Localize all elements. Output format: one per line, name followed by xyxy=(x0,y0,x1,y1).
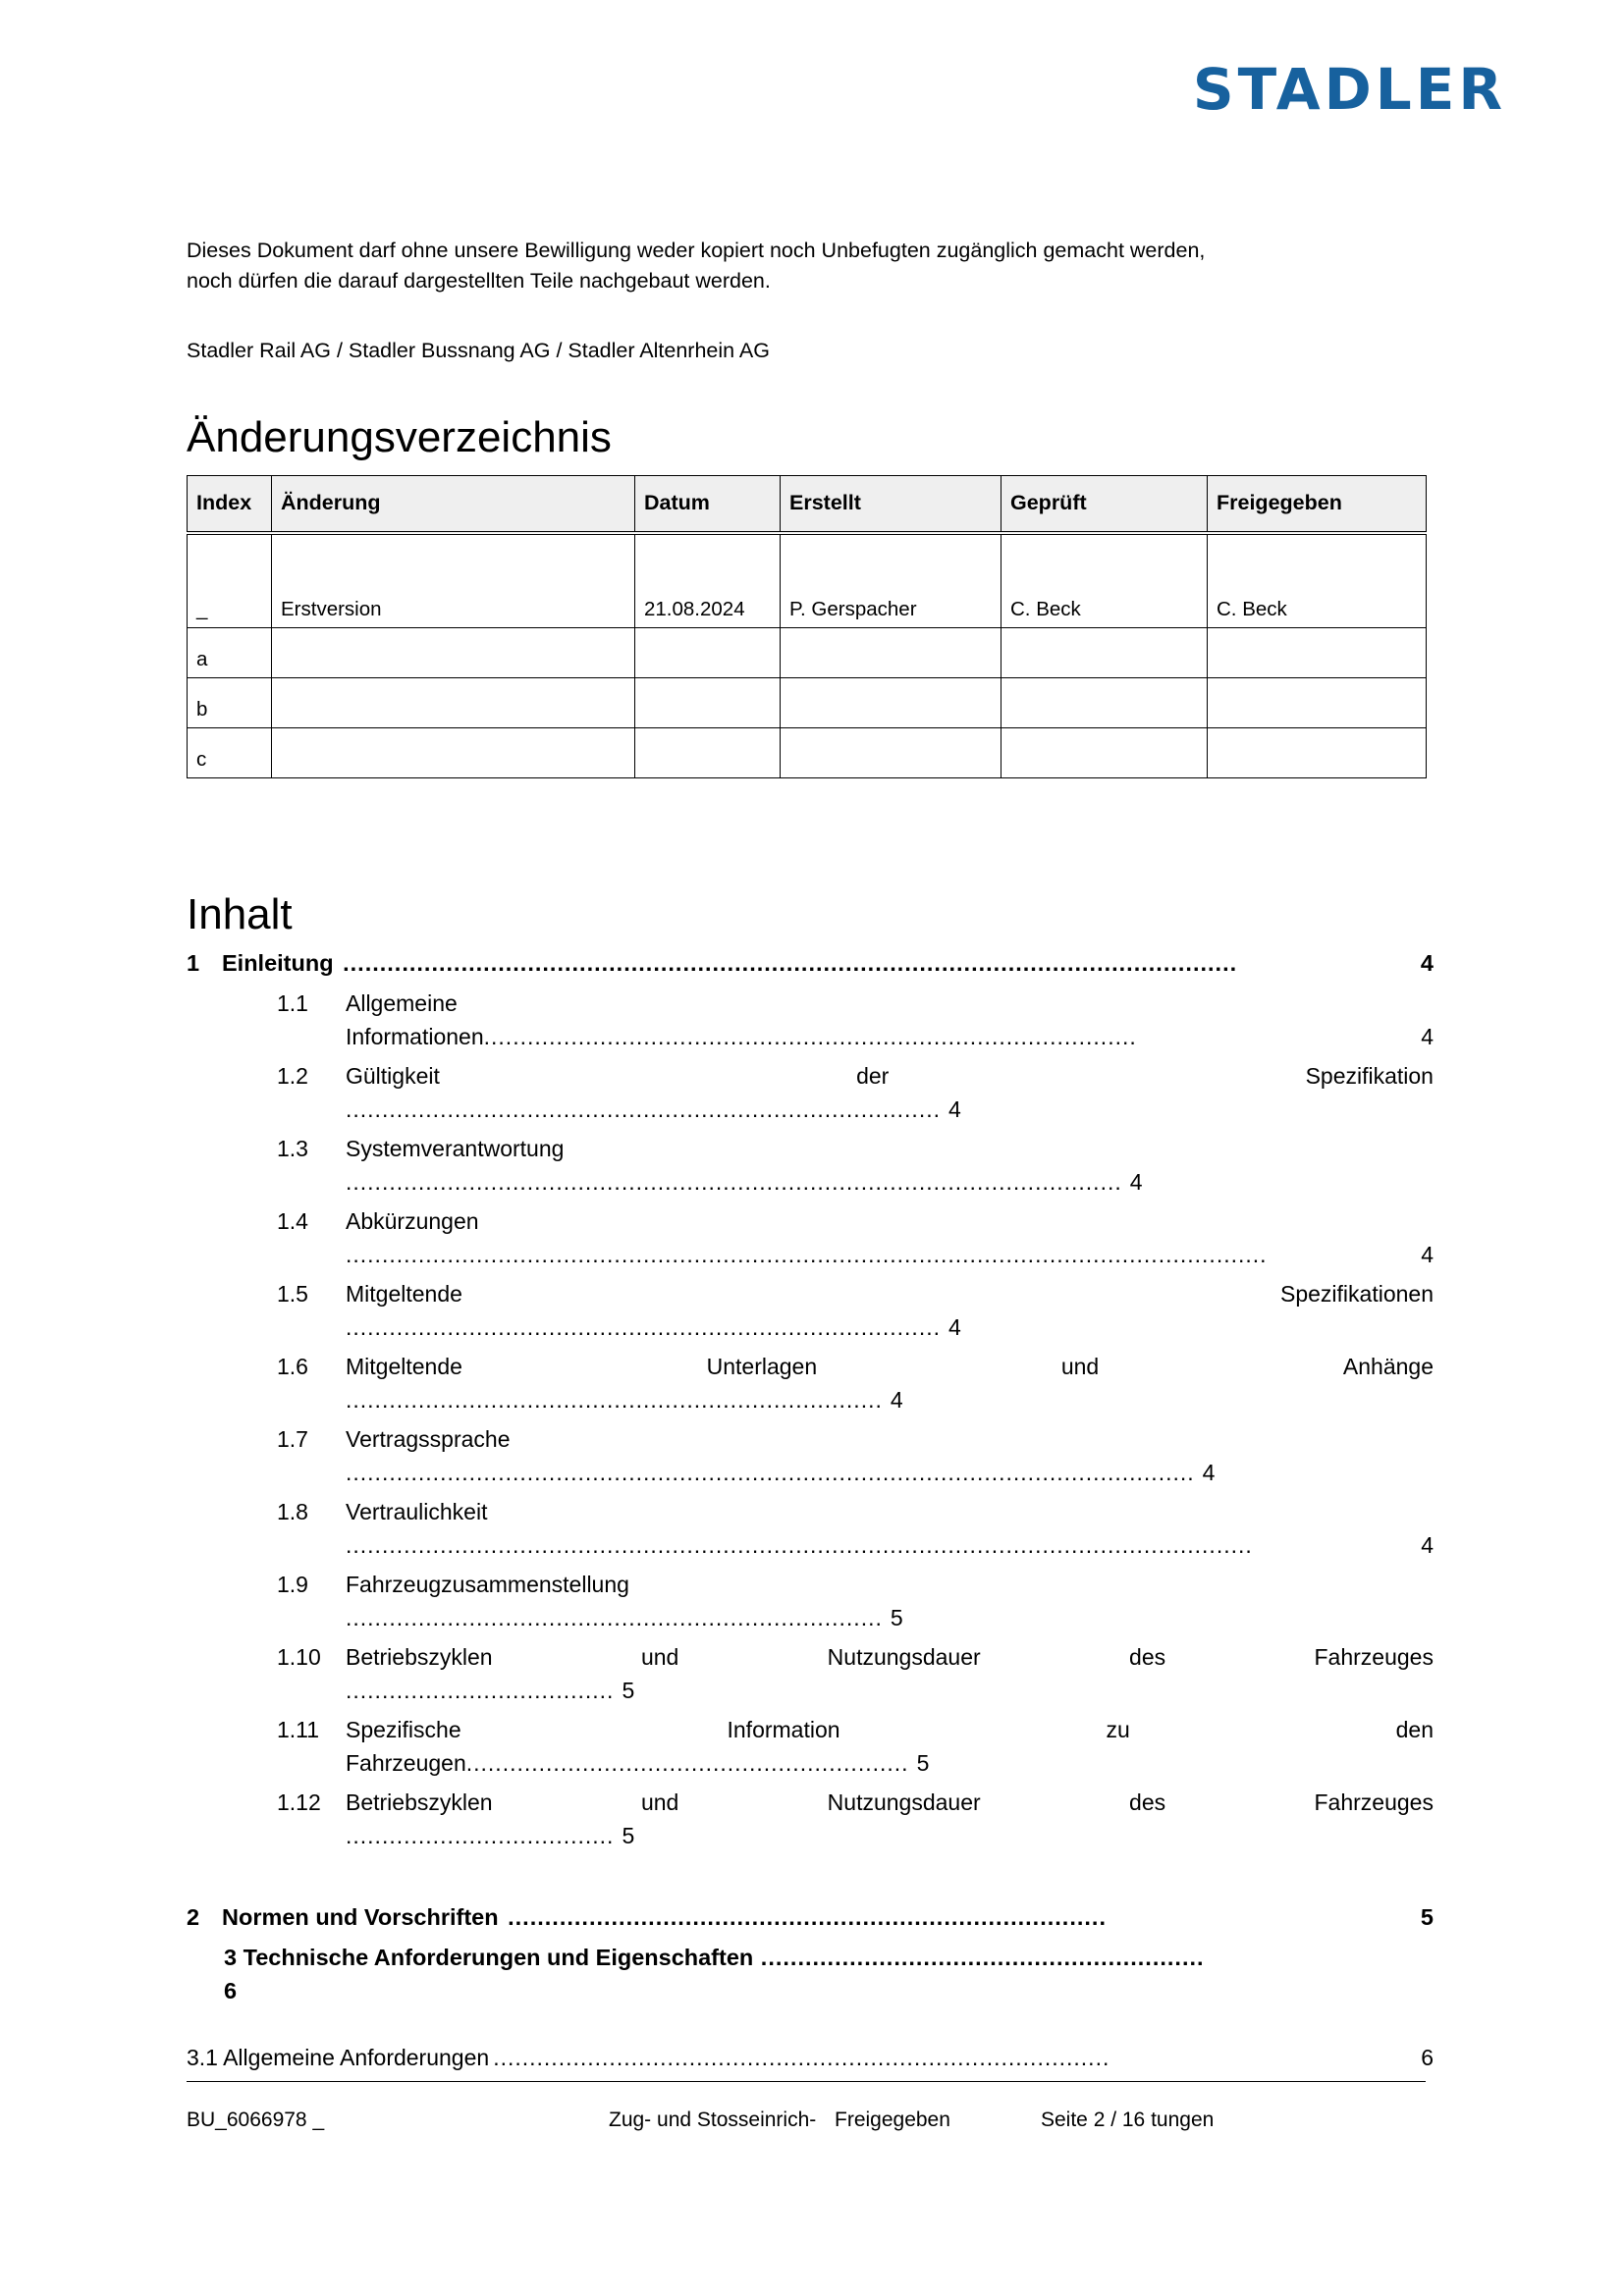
cell-checked xyxy=(1001,727,1208,777)
toc-dot-leader: .................................................................................. xyxy=(346,1096,941,1123)
toc-entry-1-11[interactable] xyxy=(187,1713,1434,1781)
toc-page-number: 5 xyxy=(622,1823,635,1849)
toc-entry-label: Fahrzeugzusammenstellung xyxy=(346,1571,629,1597)
toc-page-number: 4 xyxy=(1421,1532,1434,1559)
column-header-checked: Geprüft xyxy=(1001,475,1208,533)
toc-entry-label: Mitgeltende xyxy=(346,1280,462,1307)
cell-released xyxy=(1208,677,1427,727)
toc-entry-number: 1.1 xyxy=(277,989,308,1016)
toc-entry-1-2[interactable] xyxy=(187,1059,1434,1127)
cell-index: c xyxy=(188,727,272,777)
toc-entry-1-8[interactable] xyxy=(187,1495,1434,1563)
toc-entry-number: 1.12 xyxy=(277,1789,321,1815)
table-header-row xyxy=(188,475,1427,533)
copyright-notice-line2: noch dürfen die darauf dargestellten Teile nachgebaut werden. xyxy=(187,269,771,294)
toc-page-number: 4 xyxy=(948,1096,961,1123)
cell-index: a xyxy=(188,627,272,677)
cell-index: b xyxy=(188,677,272,727)
cell-index: _ xyxy=(188,533,272,628)
toc-entry-label: Gültigkeit xyxy=(346,1062,440,1089)
toc-entry-number: 2 xyxy=(187,1903,200,1930)
footer-document-title: Zug- und Stosseinrich- xyxy=(609,2109,817,2131)
toc-entry-number: 1.5 xyxy=(277,1280,308,1307)
cell-released: C. Beck xyxy=(1208,533,1427,628)
toc-entry-label: Spezifische xyxy=(346,1716,461,1742)
cell-date: 21.08.2024 xyxy=(635,533,781,628)
toc-page-number: 5 xyxy=(1420,1903,1434,1930)
toc-entry-number: 1.3 xyxy=(277,1135,308,1161)
toc-entry-number: 1.6 xyxy=(277,1353,308,1379)
table-of-contents xyxy=(187,946,1434,2074)
toc-entry-number: 1.11 xyxy=(277,1716,320,1742)
toc-entry-3[interactable] xyxy=(224,1941,1434,2007)
toc-entry-label-cont: Informationen xyxy=(346,1024,484,1050)
toc-entry-label-part4: den xyxy=(1395,1716,1434,1742)
toc-entry-label-part4: des xyxy=(1129,1789,1166,1815)
cell-released xyxy=(1208,727,1427,777)
toc-entry-1-12[interactable] xyxy=(187,1786,1434,1853)
toc-entry-label-part2: der xyxy=(856,1062,890,1089)
toc-dot-leader: .......................................................................... xyxy=(346,1387,883,1414)
toc-entry-label-part4: Anhänge xyxy=(1342,1353,1434,1379)
cell-created: P. Gerspacher xyxy=(781,533,1001,628)
column-header-created: Erstellt xyxy=(781,475,1001,533)
toc-dot-leader: .......................................................................................... xyxy=(483,1024,1137,1050)
toc-entry-label: Vertragssprache xyxy=(346,1425,511,1452)
toc-entry-label: 3 Technische Anforderungen und Eigenschaften xyxy=(224,1944,754,1970)
toc-entry-label: Normen und Vorschriften xyxy=(222,1903,499,1930)
toc-entry-label: Abkürzungen xyxy=(346,1207,479,1234)
stadler-logo xyxy=(1192,56,1506,123)
toc-dot-leader: ............................................................ xyxy=(753,1944,1205,1970)
toc-dot-leader: ................................................................................. xyxy=(500,1903,1107,1930)
toc-entry-label-part2: und xyxy=(640,1643,679,1670)
toc-dot-leader: ............................................................................................................................. xyxy=(346,1532,1253,1559)
toc-entry-label-part5: Fahrzeuges xyxy=(1314,1643,1434,1670)
toc-entry-number: 1.2 xyxy=(277,1062,308,1089)
toc-entry-1-10[interactable] xyxy=(187,1640,1434,1708)
toc-dot-leader: ........................................................................................................... xyxy=(346,1169,1122,1196)
toc-entry-label-part2: und xyxy=(640,1789,679,1815)
cell-change xyxy=(272,677,635,727)
cell-date xyxy=(635,627,781,677)
toc-entry-1-4[interactable] xyxy=(187,1204,1434,1272)
toc-entry-1-7[interactable] xyxy=(187,1422,1434,1490)
change-history-title: Änderungsverzeichnis xyxy=(187,412,612,461)
toc-entry-label: Vertraulichkeit xyxy=(346,1498,488,1524)
column-header-released: Freigegeben xyxy=(1208,475,1427,533)
copyright-notice xyxy=(187,236,1434,296)
toc-page-number: 4 xyxy=(1421,1024,1434,1050)
cell-created xyxy=(781,627,1001,677)
toc-entry-label-part3: zu xyxy=(1106,1716,1130,1742)
toc-dot-leader: ............................................................. xyxy=(465,1750,909,1777)
toc-dot-leader: ..................................................................................................................... xyxy=(346,1460,1195,1486)
toc-entry-1-1[interactable] xyxy=(187,987,1434,1054)
toc-entry-1-3[interactable] xyxy=(187,1132,1434,1200)
toc-dot-leader: .......................................................................... xyxy=(346,1605,883,1631)
toc-entry-label: Systemverantwortung xyxy=(346,1135,565,1161)
change-history-table xyxy=(187,475,1427,778)
toc-entry-1-5[interactable] xyxy=(187,1277,1434,1345)
toc-entry-label-part2: Information xyxy=(727,1716,840,1742)
column-header-date: Datum xyxy=(635,475,781,533)
toc-title: Inhalt xyxy=(187,889,293,938)
toc-entry-1-6[interactable] xyxy=(187,1350,1434,1417)
toc-entry-label: Allgemeine xyxy=(346,989,458,1016)
footer-status: Freigegeben xyxy=(835,2109,950,2131)
toc-entry-1-9[interactable] xyxy=(187,1568,1434,1635)
cell-date xyxy=(635,727,781,777)
toc-dot-leader: ..................................... xyxy=(346,1823,615,1849)
toc-entry-number: 1.8 xyxy=(277,1498,308,1524)
toc-entry-label: 3.1 Allgemeine Anforderungen xyxy=(187,2044,490,2070)
toc-page-number: 4 xyxy=(1129,1169,1143,1196)
toc-entry-label-part3: Nutzungsdauer xyxy=(827,1789,981,1815)
toc-page-number: 4 xyxy=(1420,950,1434,977)
toc-page-number: 6 xyxy=(224,1977,238,2003)
toc-dot-leader: .................................................................................. xyxy=(346,1314,941,1341)
footer-document-number: BU_6066978 _ xyxy=(187,2109,325,2131)
table-row xyxy=(188,533,1427,628)
toc-entry-label: Einleitung xyxy=(222,950,334,977)
toc-entry-label-part4: des xyxy=(1129,1643,1166,1670)
footer-divider xyxy=(187,2081,1426,2082)
footer-page-info: Seite 2 / 16 tungen xyxy=(1041,2109,1215,2131)
companies-line: Stadler Rail AG / Stadler Bussnang AG / Stadler Altenrhein AG xyxy=(187,339,770,363)
toc-entry-1[interactable] xyxy=(187,946,1434,981)
toc-entry-label-part3: Spezifikation xyxy=(1305,1062,1434,1089)
toc-entry-label: Betriebszyklen xyxy=(346,1643,493,1670)
cell-change xyxy=(272,627,635,677)
document-content xyxy=(187,236,1434,2074)
toc-entry-2[interactable] xyxy=(187,1900,1434,1935)
toc-page-number: 4 xyxy=(1202,1460,1216,1486)
copyright-notice-line1: Dieses Dokument darf ohne unsere Bewilligung weder kopiert noch Unbefugten zugänglich gemacht werden, xyxy=(187,239,1206,262)
cell-created xyxy=(781,677,1001,727)
toc-entry-label-part3: und xyxy=(1060,1353,1100,1379)
toc-dot-leader: ..................................... xyxy=(346,1678,615,1704)
toc-page-number: 5 xyxy=(890,1605,903,1631)
cell-checked xyxy=(1001,677,1208,727)
cell-released xyxy=(1208,627,1427,677)
column-header-change: Änderung xyxy=(272,475,635,533)
toc-entry-number: 1 xyxy=(187,950,200,977)
toc-entry-label-part3: Nutzungsdauer xyxy=(827,1643,981,1670)
toc-entry-label-cont: Fahrzeugen xyxy=(346,1750,466,1777)
cell-date xyxy=(635,677,781,727)
toc-entry-label-part5: Fahrzeuges xyxy=(1314,1789,1434,1815)
toc-entry-number: 1.9 xyxy=(277,1571,308,1597)
toc-page-number: 5 xyxy=(916,1750,930,1777)
table-row xyxy=(188,677,1427,727)
toc-entry-number: 1.7 xyxy=(277,1425,308,1452)
toc-block-lower xyxy=(187,1900,1434,2075)
toc-entry-3-1[interactable] xyxy=(187,2041,1434,2075)
logo-text: STADLER xyxy=(1192,56,1506,123)
toc-page-number: 4 xyxy=(890,1387,903,1414)
cell-checked xyxy=(1001,627,1208,677)
toc-page-number: 6 xyxy=(1421,2044,1434,2070)
toc-entry-number: 1.10 xyxy=(277,1643,321,1670)
toc-entry-label-part2: Unterlagen xyxy=(706,1353,818,1379)
toc-page-number: 4 xyxy=(948,1314,961,1341)
page-footer xyxy=(187,2109,1426,2132)
toc-page-number: 5 xyxy=(622,1678,635,1704)
cell-change: Erstversion xyxy=(272,533,635,628)
toc-dot-leader: ............................................................................................................................... xyxy=(346,1242,1268,1268)
toc-entry-number: 1.4 xyxy=(277,1207,308,1234)
table-row xyxy=(188,627,1427,677)
toc-page-number: 4 xyxy=(1421,1242,1434,1268)
cell-checked: C. Beck xyxy=(1001,533,1208,628)
toc-entry-label: Mitgeltende xyxy=(346,1353,462,1379)
toc-dot-leader: ......................................................................................................................... xyxy=(335,950,1238,977)
toc-entry-label-part2: Spezifikationen xyxy=(1280,1280,1434,1307)
cell-change xyxy=(272,727,635,777)
toc-entry-label: Betriebszyklen xyxy=(346,1789,493,1815)
table-row xyxy=(188,727,1427,777)
toc-dot-leader: ..................................................................................... xyxy=(493,2044,1110,2070)
column-header-index: Index xyxy=(188,475,272,533)
cell-created xyxy=(781,727,1001,777)
